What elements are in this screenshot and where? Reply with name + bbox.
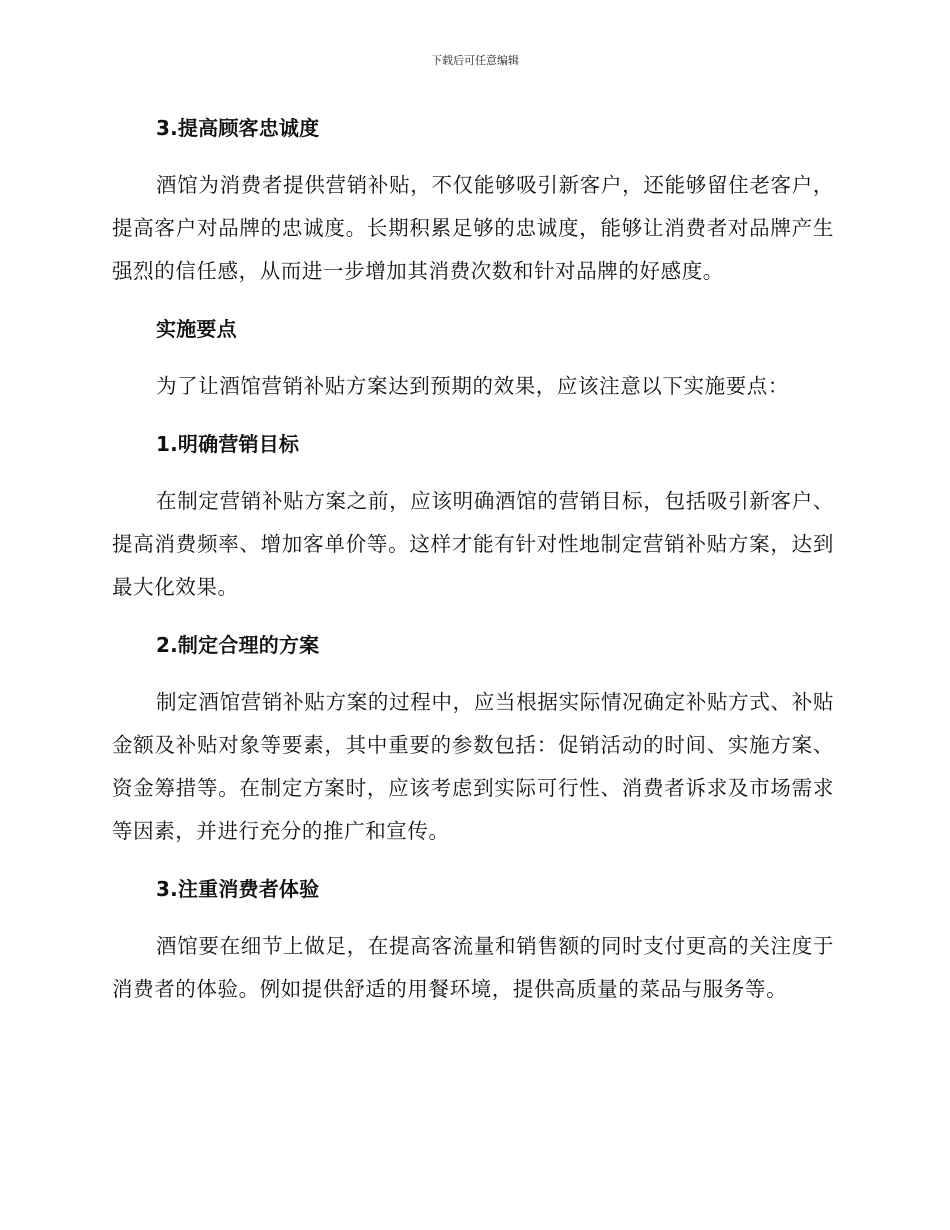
section-heading-consumer-experience: 3.注重消费者体验 <box>156 877 320 901</box>
paragraph-reasonable-plan: 制定酒馆营销补贴方案的过程中，应当根据实际情况确定补贴方式、补贴金额及补贴对象等要素，其中重要的参数包括：促销活动的时间、实施方案、资金筹措等。在制定方案时，应该考虑到实际可行性、消费者诉求及市场需求等因素，并进行充分的推广和宣传。 <box>112 690 834 843</box>
section-heading-reasonable-plan: 2.制定合理的方案 <box>156 633 320 657</box>
page-header-note: 下载后可任意编辑 <box>431 54 519 67</box>
paragraph-marketing-goals: 在制定营销补贴方案之前，应该明确酒馆的营销目标，包括吸引新客户、提高消费频率、增加客单价等。这样才能有针对性地制定营销补贴方案，达到最大化效果。 <box>112 489 834 599</box>
paragraph-customer-loyalty: 酒馆为消费者提供营销补贴，不仅能够吸引新客户，还能够留住老客户，提高客户对品牌的忠诚度。长期积累足够的忠诚度，能够让消费者对品牌产生强烈的信任感，从而进一步增加其消费次数和针对品牌的好感度。 <box>112 173 834 283</box>
section-heading-customer-loyalty: 3.提高顾客忠诚度 <box>156 116 320 140</box>
document-body <box>112 108 834 1027</box>
paragraph-consumer-experience: 酒馆要在细节上做足，在提高客流量和销售额的同时支付更高的关注度于消费者的体验。例如提供舒适的用餐环境，提供高质量的菜品与服务等。 <box>112 934 834 1001</box>
section-heading-marketing-goals: 1.明确营销目标 <box>156 432 300 456</box>
paragraph-implementation-intro: 为了让酒馆营销补贴方案达到预期的效果，应该注意以下实施要点： <box>156 374 789 398</box>
section-heading-implementation-points: 实施要点 <box>156 317 237 341</box>
